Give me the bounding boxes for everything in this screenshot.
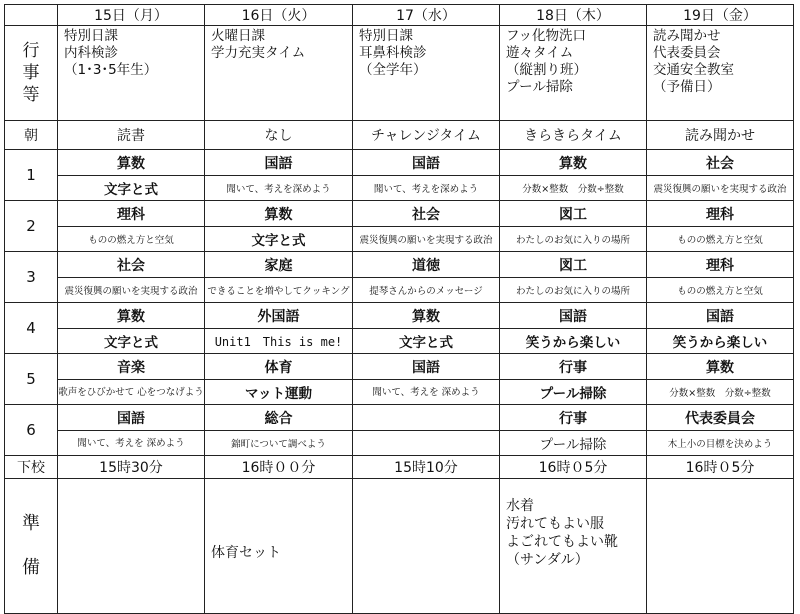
subject-cell: 算数 <box>205 201 353 227</box>
event-cell-wed: 特別日課 耳鼻科検診 （全学年） <box>353 26 500 121</box>
day-header: 17（水） <box>353 5 500 26</box>
period-number: 1 <box>5 150 58 201</box>
row-label-gekou: 下校 <box>5 456 58 479</box>
note-cell: 聞いて、考えを深めよう <box>205 176 353 201</box>
corner-cell <box>5 5 58 26</box>
period-subject-row <box>5 201 794 227</box>
period-subject-row <box>5 354 794 380</box>
note-cell: 錦町について調べよう <box>205 431 353 456</box>
subject-cell: 算数 <box>353 303 500 329</box>
note-cell: プール掃除 <box>500 380 647 405</box>
day-header: 19日（金） <box>647 5 794 26</box>
day-header: 16日（火） <box>205 5 353 26</box>
period-number: 2 <box>5 201 58 252</box>
dismissal-time: 16時０5分 <box>647 456 794 479</box>
note-cell: わたしのお気に入りの場所 <box>500 227 647 252</box>
note-cell: Unit1 This is me! <box>205 329 353 354</box>
subject-cell: 理科 <box>58 201 205 227</box>
prep-cell-mon <box>58 479 205 614</box>
subject-cell: 図工 <box>500 201 647 227</box>
subject-cell: 算数 <box>647 354 794 380</box>
note-cell: できることを増やしてクッキング <box>205 278 353 303</box>
row-label-junbi: 準 備 <box>5 479 58 614</box>
row-label-gyoji: 行 事 等 <box>5 26 58 121</box>
asa-cell: チャレンジタイム <box>353 121 500 150</box>
note-cell: 聞いて、考えを 深めよう <box>353 380 500 405</box>
period-number: 3 <box>5 252 58 303</box>
period-subject-row <box>5 252 794 278</box>
subject-cell: 図工 <box>500 252 647 278</box>
subject-cell: 外国語 <box>205 303 353 329</box>
subject-cell: 国語 <box>353 150 500 176</box>
period-note-row <box>5 329 794 354</box>
note-cell: 笑うから楽しい <box>500 329 647 354</box>
asa-cell: きらきらタイム <box>500 121 647 150</box>
subject-cell: 国語 <box>58 405 205 431</box>
note-cell: 聞いて、考えを 深めよう <box>58 431 205 456</box>
subject-cell: 代表委員会 <box>647 405 794 431</box>
asa-cell: なし <box>205 121 353 150</box>
day-header: 15日（月） <box>58 5 205 26</box>
note-cell: 木上小の目標を決めよう <box>647 431 794 456</box>
period-note-row <box>5 176 794 201</box>
subject-cell: 国語 <box>500 303 647 329</box>
note-cell: 文字と式 <box>58 329 205 354</box>
note-cell: 分数×整数 分数÷整数 <box>500 176 647 201</box>
period-subject-row <box>5 150 794 176</box>
dismissal-time: 16時０5分 <box>500 456 647 479</box>
note-cell: プール掃除 <box>500 431 647 456</box>
note-cell: 提琴さんからのメッセージ <box>353 278 500 303</box>
subject-cell: 家庭 <box>205 252 353 278</box>
subject-cell: 体育 <box>205 354 353 380</box>
note-cell: 震災復興の願いを実現する政治 <box>58 278 205 303</box>
subject-cell: 国語 <box>647 303 794 329</box>
note-cell: 聞いて、考えを深めよう <box>353 176 500 201</box>
note-cell: 文字と式 <box>58 176 205 201</box>
subject-cell: 算数 <box>58 303 205 329</box>
period-number: 5 <box>5 354 58 405</box>
subject-cell: 理科 <box>647 201 794 227</box>
subject-cell: 国語 <box>205 150 353 176</box>
asa-cell: 読書 <box>58 121 205 150</box>
note-cell: ものの燃え方と空気 <box>647 227 794 252</box>
dismissal-time: 15時10分 <box>353 456 500 479</box>
event-cell-thu: フッ化物洗口 遊々タイム （縦割り班） プール掃除 <box>500 26 647 121</box>
subject-cell: 行事 <box>500 405 647 431</box>
event-cell-mon: 特別日課 内科検診 （1･3･5年生） <box>58 26 205 121</box>
prep-cell-thu: 水着 汚れてもよい服 よごれてもよい靴 （サンダル） <box>500 479 647 614</box>
note-cell: マット運動 <box>205 380 353 405</box>
day-header: 18日（木） <box>500 5 647 26</box>
note-cell: わたしのお気に入りの場所 <box>500 278 647 303</box>
subject-cell: 総合 <box>205 405 353 431</box>
note-cell: 文字と式 <box>353 329 500 354</box>
subject-cell: 国語 <box>353 354 500 380</box>
subject-cell: 算数 <box>58 150 205 176</box>
dismissal-time: 15時30分 <box>58 456 205 479</box>
period-note-row <box>5 380 794 405</box>
note-cell: 震災復興の願いを実現する政治 <box>647 176 794 201</box>
gekou-row <box>5 456 794 479</box>
row-label-asa: 朝 <box>5 121 58 150</box>
subject-cell: 算数 <box>500 150 647 176</box>
subject-cell <box>353 405 500 431</box>
asa-cell: 読み聞かせ <box>647 121 794 150</box>
subject-cell: 社会 <box>353 201 500 227</box>
period-number: 4 <box>5 303 58 354</box>
asa-row <box>5 121 794 150</box>
note-cell: 震災復興の願いを実現する政治 <box>353 227 500 252</box>
note-cell: 笑うから楽しい <box>647 329 794 354</box>
period-note-row <box>5 278 794 303</box>
subject-cell: 社会 <box>647 150 794 176</box>
prep-cell-fri <box>647 479 794 614</box>
note-cell: ものの燃え方と空気 <box>58 227 205 252</box>
subject-cell: 理科 <box>647 252 794 278</box>
subject-cell: 社会 <box>58 252 205 278</box>
note-cell: 分数×整数 分数÷整数 <box>647 380 794 405</box>
junbi-row <box>5 479 794 614</box>
period-number: 6 <box>5 405 58 456</box>
dismissal-time: 16時００分 <box>205 456 353 479</box>
events-row <box>5 26 794 121</box>
subject-cell: 音楽 <box>58 354 205 380</box>
period-note-row <box>5 431 794 456</box>
note-cell: 文字と式 <box>205 227 353 252</box>
day-header-row <box>5 5 794 26</box>
subject-cell: 道徳 <box>353 252 500 278</box>
note-cell: 歌声をひびかせて 心をつなげよう <box>58 380 205 405</box>
prep-cell-wed <box>353 479 500 614</box>
note-cell: ものの燃え方と空気 <box>647 278 794 303</box>
period-subject-row <box>5 303 794 329</box>
weekly-schedule-table <box>4 4 794 614</box>
period-note-row <box>5 227 794 252</box>
event-cell-fri: 読み聞かせ 代表委員会 交通安全教室 （予備日） <box>647 26 794 121</box>
note-cell <box>353 431 500 456</box>
subject-cell: 行事 <box>500 354 647 380</box>
period-subject-row <box>5 405 794 431</box>
prep-cell-tue: 体育セット <box>205 479 353 614</box>
event-cell-tue: 火曜日課 学力充実タイム <box>205 26 353 121</box>
